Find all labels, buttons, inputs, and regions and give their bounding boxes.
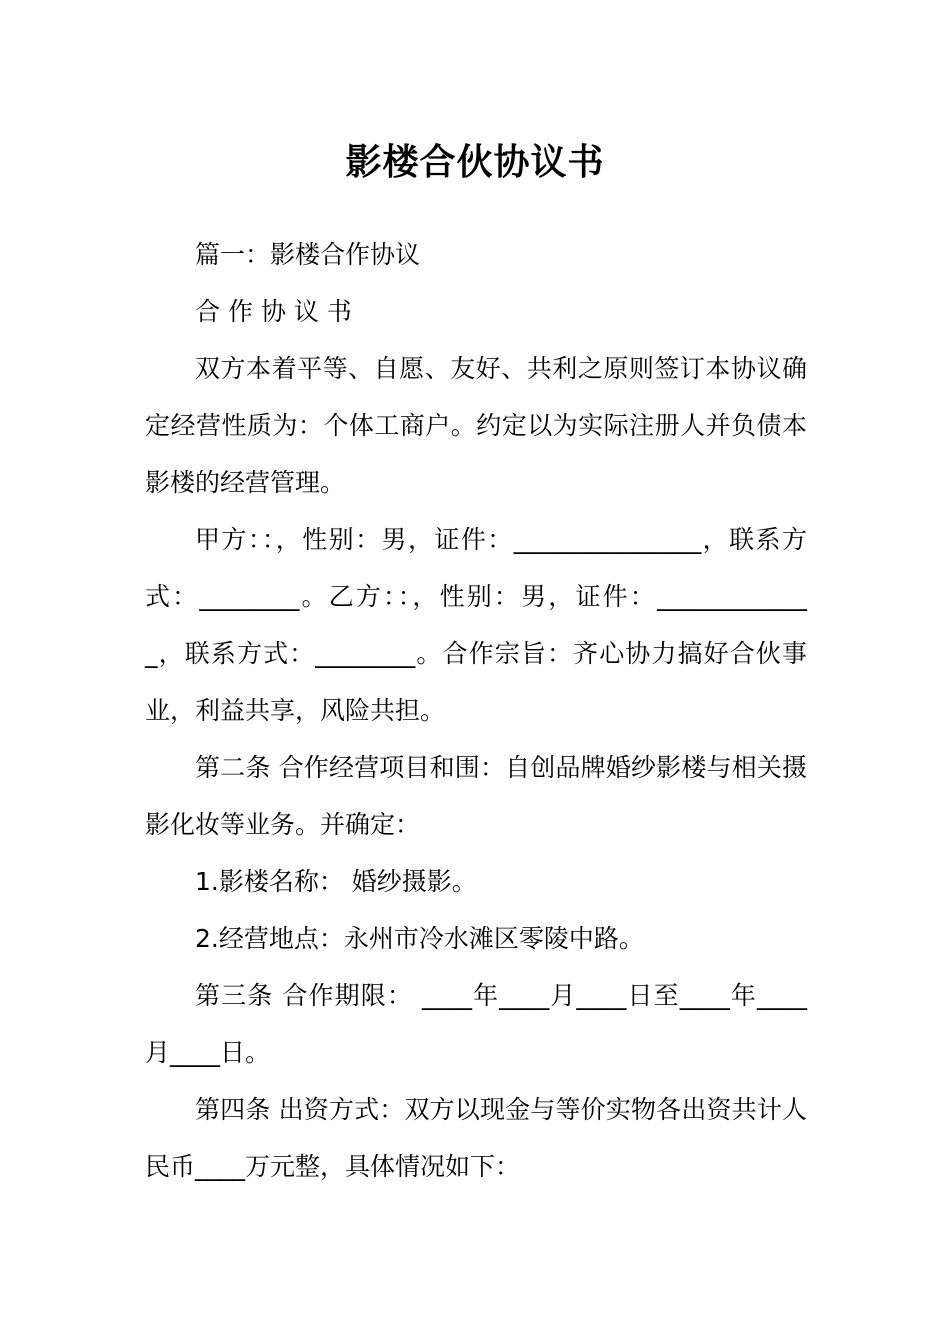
document-body bbox=[145, 226, 807, 1195]
paragraph-parties: 甲方：：，性别：男，证件：_______________，联系方式：________。乙方：：，性别：男，证件：_____________，联系方式：________。合作宗旨：齐心协力搞好合伙事业，利益共享，风险共担。 bbox=[145, 525, 807, 725]
paragraph-business-location: 2.经营地点：永州市冷水滩区零陵中路。 bbox=[195, 924, 644, 953]
paragraph-studio-name: 1.影楼名称： 婚纱摄影。 bbox=[195, 867, 477, 896]
paragraph-article-2: 第二条 合作经营项目和围：自创品牌婚纱影楼与相关摄影化妆等业务。并确定： bbox=[145, 753, 807, 839]
document-title: 影楼合伙协议书 bbox=[345, 142, 605, 183]
section-heading: 篇一：影楼合作协议 bbox=[195, 240, 421, 269]
paragraph-article-4: 第四条 出资方式：双方以现金与等价实物各出资共计人民币____万元整，具体情况如下： bbox=[145, 1095, 807, 1181]
paragraph-principle: 双方本着平等、自愿、友好、共利之原则签订本协议确定经营性质为：个体工商户。约定以为实际注册人并负债本影楼的经营管理。 bbox=[145, 354, 807, 497]
paragraph-article-3: 第三条 合作期限： ____年____月____日至____年____月____日。 bbox=[145, 981, 807, 1067]
agreement-subtitle: 合 作 协 议 书 bbox=[195, 297, 352, 326]
